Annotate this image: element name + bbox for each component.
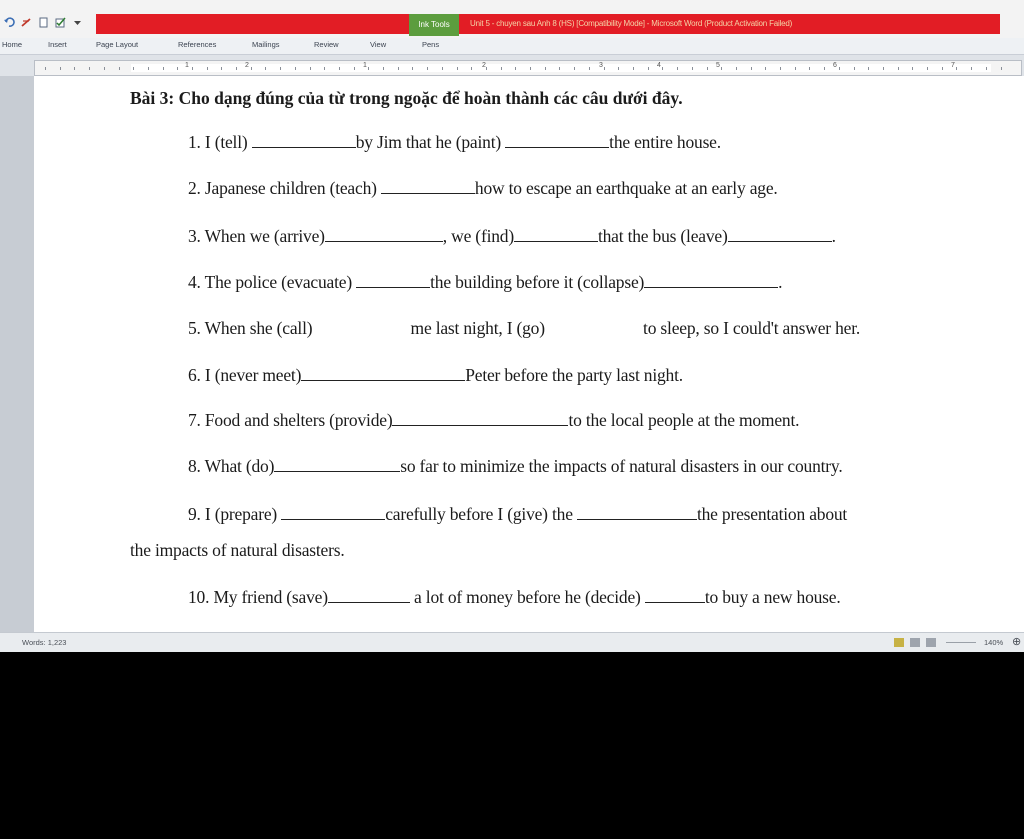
ruler-tick: [104, 67, 105, 70]
title-bar: [0, 0, 1024, 38]
full-screen-reading-icon[interactable]: [910, 638, 920, 647]
ruler-tick: [221, 67, 222, 70]
ruler-tick: [412, 67, 413, 70]
ruler-number: 1: [185, 62, 189, 69]
ruler-tick: [1001, 67, 1002, 70]
ruler-tick: [795, 67, 796, 70]
ruler-tick: [207, 67, 208, 70]
ruler-tick: [633, 67, 634, 70]
ruler-tick: [942, 67, 943, 70]
ruler-tick: [530, 67, 531, 70]
ruler-tick: [133, 67, 134, 70]
exercise-item-7: 7. Food and shelters (provide) to the local people at the moment.: [188, 410, 800, 430]
ruler-tick: [898, 67, 899, 70]
ruler-tick: [324, 67, 325, 70]
ruler-tick: [559, 67, 560, 70]
ruler-tick: [119, 67, 120, 70]
answer-blank[interactable]: [381, 192, 475, 194]
answer-blank[interactable]: [577, 518, 697, 520]
ruler-tick: [751, 67, 752, 70]
exercise-item-9-continued: the impacts of natural disasters.: [130, 540, 345, 560]
ruler-tick: [368, 67, 369, 70]
answer-blank[interactable]: [728, 240, 832, 242]
exercise-item-2: 2. Japanese children (teach) how to escape an earthquake at an early age.: [188, 178, 778, 198]
tab-references[interactable]: References: [178, 40, 217, 49]
ruler-tick: [457, 67, 458, 70]
ruler-tick: [839, 67, 840, 70]
ruler-tick: [589, 67, 590, 70]
ruler-tick: [677, 67, 678, 70]
ruler-tick: [427, 67, 428, 70]
exercise-item-5: 5. When she (call) me last night, I (go) to sleep, so I could't answer her.: [188, 318, 861, 338]
ruler-tick: [662, 67, 663, 70]
answer-blank[interactable]: [252, 146, 356, 148]
answer-blank[interactable]: [644, 286, 778, 288]
ruler-tick: [927, 67, 928, 70]
ruler-tick: [883, 67, 884, 70]
ruler-tick: [956, 67, 957, 70]
ruler-tick: [295, 67, 296, 70]
zoom-in-icon[interactable]: ⊕: [1012, 636, 1022, 648]
tab-page-layout[interactable]: Page Layout: [96, 40, 139, 49]
exercise-item-9: 9. I (prepare) carefully before I (give) the the presentation about: [188, 504, 848, 524]
ruler-tick: [60, 67, 61, 70]
ruler-tick: [692, 67, 693, 70]
ruler-tick: [707, 67, 708, 70]
ruler-tick: [383, 67, 384, 70]
document-title: Unit 5 - chuyen sau Anh 8 (HS) [Compatibility Mode] - Microsoft Word (Product Activation Failed): [470, 19, 793, 28]
undo-icon[interactable]: [4, 17, 15, 28]
exercise-item-1: 1. I (tell) by Jim that he (paint) the entire house.: [188, 132, 721, 152]
ruler-tick: [545, 67, 546, 70]
ruler-tick: [45, 67, 46, 70]
ruler-tick: [354, 67, 355, 70]
ruler-number: 4: [657, 62, 661, 69]
ink-tools-contextual-tab[interactable]: Ink Tools: [409, 14, 459, 36]
ruler-tick: [912, 67, 913, 70]
quick-access-toolbar: [4, 12, 83, 32]
ruler-tick: [809, 67, 810, 70]
exercise-item-4: 4. The police (evacuate) the building before it (collapse) .: [188, 272, 783, 292]
ruler-tick: [236, 67, 237, 70]
status-bar: [0, 632, 1024, 652]
horizontal-ruler[interactable]: [34, 60, 1022, 76]
exercise-item-10: 10. My friend (save) a lot of money before he (decide) to buy a new house.: [188, 587, 841, 607]
web-layout-icon[interactable]: [926, 638, 936, 647]
ruler-number: 1: [363, 62, 367, 69]
redo-icon[interactable]: [21, 17, 32, 28]
ruler-tick: [442, 67, 443, 70]
tab-mailings[interactable]: Mailings: [252, 40, 280, 49]
exercise-heading: Bài 3: Cho dạng đúng của từ trong ngoặc để hoàn thành các câu dưới đây.: [130, 88, 683, 108]
ruler-tick: [765, 67, 766, 70]
answer-blank[interactable]: [328, 601, 410, 603]
ruler-tick: [574, 67, 575, 70]
answer-blank[interactable]: [281, 518, 385, 520]
answer-blank[interactable]: [392, 424, 568, 426]
new-document-icon[interactable]: [38, 17, 49, 28]
answer-blank[interactable]: [301, 379, 465, 381]
ruler-number: 5: [716, 62, 720, 69]
ruler-tick: [339, 67, 340, 70]
ruler-number: 3: [599, 62, 603, 69]
answer-blank[interactable]: [325, 240, 443, 242]
ruler-tick: [501, 67, 502, 70]
ruler-tick: [736, 67, 737, 70]
ruler-tick: [163, 67, 164, 70]
zoom-level[interactable]: 140%: [984, 638, 1004, 647]
ruler-tick: [265, 67, 266, 70]
ruler-tick: [471, 67, 472, 70]
ruler-tick: [192, 67, 193, 70]
ruler-tick: [868, 67, 869, 70]
ruler-tick: [721, 67, 722, 70]
ruler-tick: [854, 67, 855, 70]
tab-home[interactable]: Home: [2, 40, 23, 49]
check-icon[interactable]: [55, 17, 66, 28]
ruler-tick: [824, 67, 825, 70]
tab-review[interactable]: Review: [314, 40, 339, 49]
exercise-item-3: 3. When we (arrive) , we (find) that the bus (leave) .: [188, 226, 836, 246]
answer-blank[interactable]: [645, 601, 705, 603]
document-page[interactable]: [34, 76, 1024, 632]
ruler-tick: [177, 67, 178, 70]
ruler-tick: [148, 67, 149, 70]
answer-blank[interactable]: [514, 240, 598, 242]
answer-blank[interactable]: [505, 146, 609, 148]
tab-view[interactable]: View: [370, 40, 387, 49]
ruler-tick: [310, 67, 311, 70]
ruler-tick: [486, 67, 487, 70]
tab-insert[interactable]: Insert: [48, 40, 67, 49]
ruler-number: 2: [245, 62, 249, 69]
ruler-tick: [604, 67, 605, 70]
ruler-tick: [618, 67, 619, 70]
ruler-tick: [986, 67, 987, 70]
ruler-tick: [780, 67, 781, 70]
customize-toolbar-icon[interactable]: [72, 17, 83, 28]
answer-blank[interactable]: [274, 470, 400, 472]
ruler-number: 6: [833, 62, 837, 69]
ruler-number: 7: [951, 62, 955, 69]
ruler-tick: [398, 67, 399, 70]
ruler-tick: [971, 67, 972, 70]
ruler-tick: [515, 67, 516, 70]
ruler-tick: [89, 67, 90, 70]
print-layout-icon[interactable]: [894, 638, 904, 647]
word-count[interactable]: Words: 1,223: [22, 638, 67, 647]
ruler-number: 2: [482, 62, 486, 69]
ruler-tick: [74, 67, 75, 70]
view-buttons: [894, 638, 936, 647]
vertical-ruler: [0, 76, 34, 632]
ruler-tick: [648, 67, 649, 70]
tab-pens[interactable]: Pens: [422, 40, 440, 49]
exercise-item-6: 6. I (never meet) Peter before the party last night.: [188, 365, 683, 385]
ribbon-tabs: [0, 38, 1024, 55]
ruler-tick: [251, 67, 252, 70]
ruler-text-area: [131, 64, 991, 72]
exercise-item-8: 8. What (do) so far to minimize the impacts of natural disasters in our country.: [188, 456, 843, 476]
zoom-slider[interactable]: [946, 642, 976, 643]
answer-blank[interactable]: [356, 286, 430, 288]
ruler-tick: [280, 67, 281, 70]
